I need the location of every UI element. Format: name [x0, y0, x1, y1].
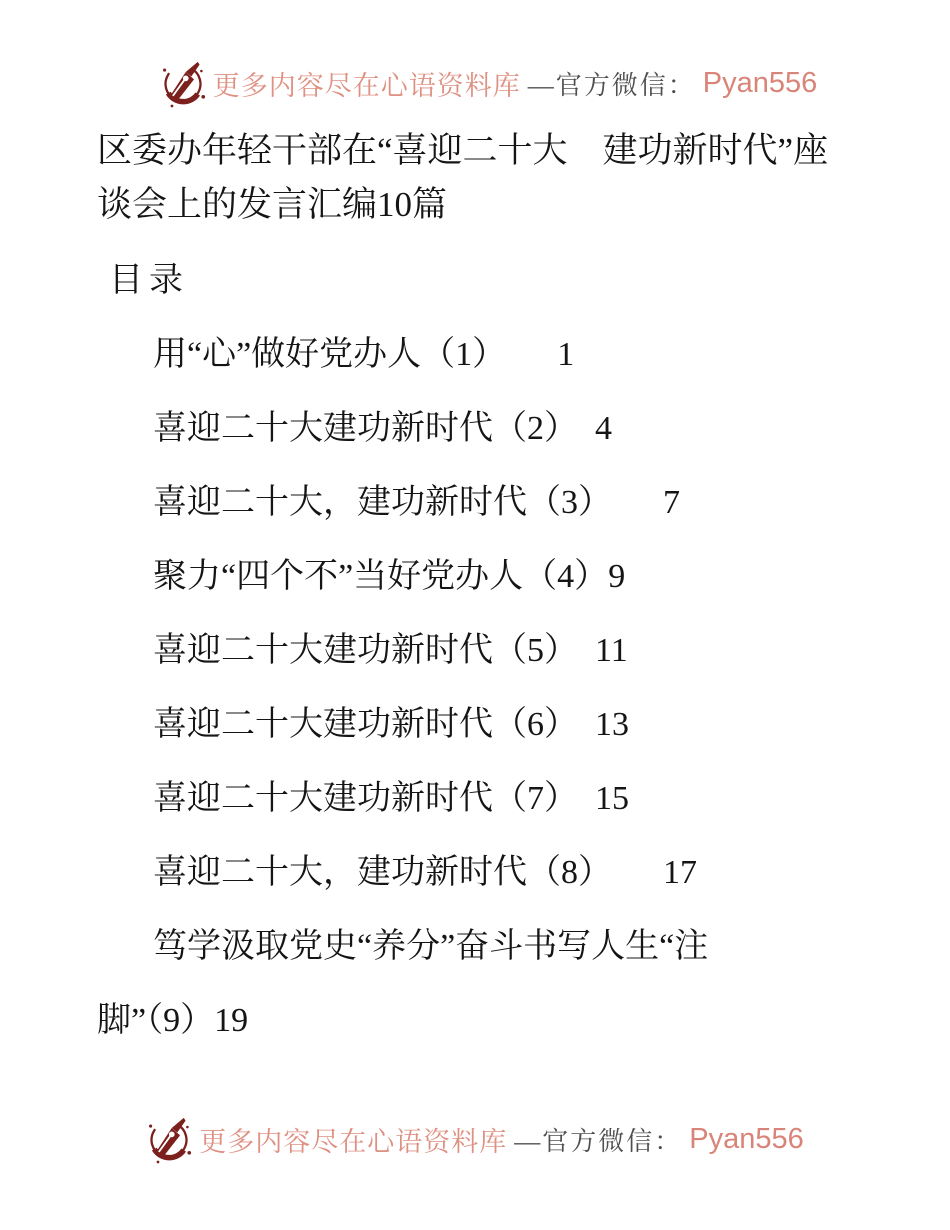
toc-item — [97, 910, 717, 1058]
toc-heading: 目录 — [109, 262, 189, 299]
wechat-id: Pyan556 — [702, 66, 818, 99]
wechat-label: —官方微信： — [527, 70, 696, 100]
wechat-id: Pyan556 — [689, 1122, 804, 1155]
brand-text: 更多内容尽在心语资料库 — [199, 1126, 508, 1157]
wechat-label: —官方微信： — [514, 1126, 683, 1156]
toc-item — [97, 540, 717, 614]
toc-item-text: 喜迎二十大建功新时代（6） — [153, 706, 595, 743]
pen-swirl-logo-icon — [146, 1114, 192, 1164]
toc-item-text: 喜迎二十大，建功新时代（3） — [153, 484, 663, 521]
toc-item-page: 7 — [663, 484, 680, 521]
toc-item — [97, 392, 717, 466]
toc-item-page: 15 — [595, 780, 629, 817]
toc-item-text: 喜迎二十大建功新时代（5） — [153, 632, 595, 669]
toc-item — [97, 762, 717, 836]
toc-item-page: 13 — [595, 706, 629, 743]
pen-swirl-logo-icon — [160, 58, 206, 108]
toc-item-text: 聚力“四个不”当好党办人（4） — [153, 558, 609, 595]
toc-item-text: 喜迎二十大建功新时代（7） — [153, 780, 595, 817]
toc-item — [97, 466, 717, 540]
toc-item-page: 19 — [214, 1002, 249, 1039]
toc-item-page: 17 — [663, 854, 697, 891]
toc-item-text: 喜迎二十大建功新时代（2） — [153, 410, 595, 447]
document-title: 区委办年轻干部在“喜迎二十大 建功新时代”座谈会上的发言汇编10篇 — [97, 131, 829, 224]
header-watermark — [97, 56, 880, 110]
toc-item-page: 11 — [595, 632, 628, 669]
footer-watermark — [0, 1112, 950, 1166]
toc-item-text: 笃学汲取党史“养分”奋斗书写人生“注脚”（9） — [97, 928, 709, 1039]
toc-item — [97, 318, 717, 392]
toc-item-page: 4 — [595, 410, 612, 447]
toc-item-text: 用“心”做好党办人（1） — [153, 336, 558, 373]
brand-text: 更多内容尽在心语资料库 — [212, 70, 521, 101]
toc-item-page: 1 — [557, 336, 575, 373]
toc-item-page: 9 — [608, 558, 626, 595]
toc-item-text: 喜迎二十大，建功新时代（8） — [153, 854, 663, 891]
toc-item — [97, 688, 717, 762]
toc-list — [97, 318, 717, 1058]
toc-item — [97, 614, 717, 688]
toc-item — [97, 836, 717, 910]
